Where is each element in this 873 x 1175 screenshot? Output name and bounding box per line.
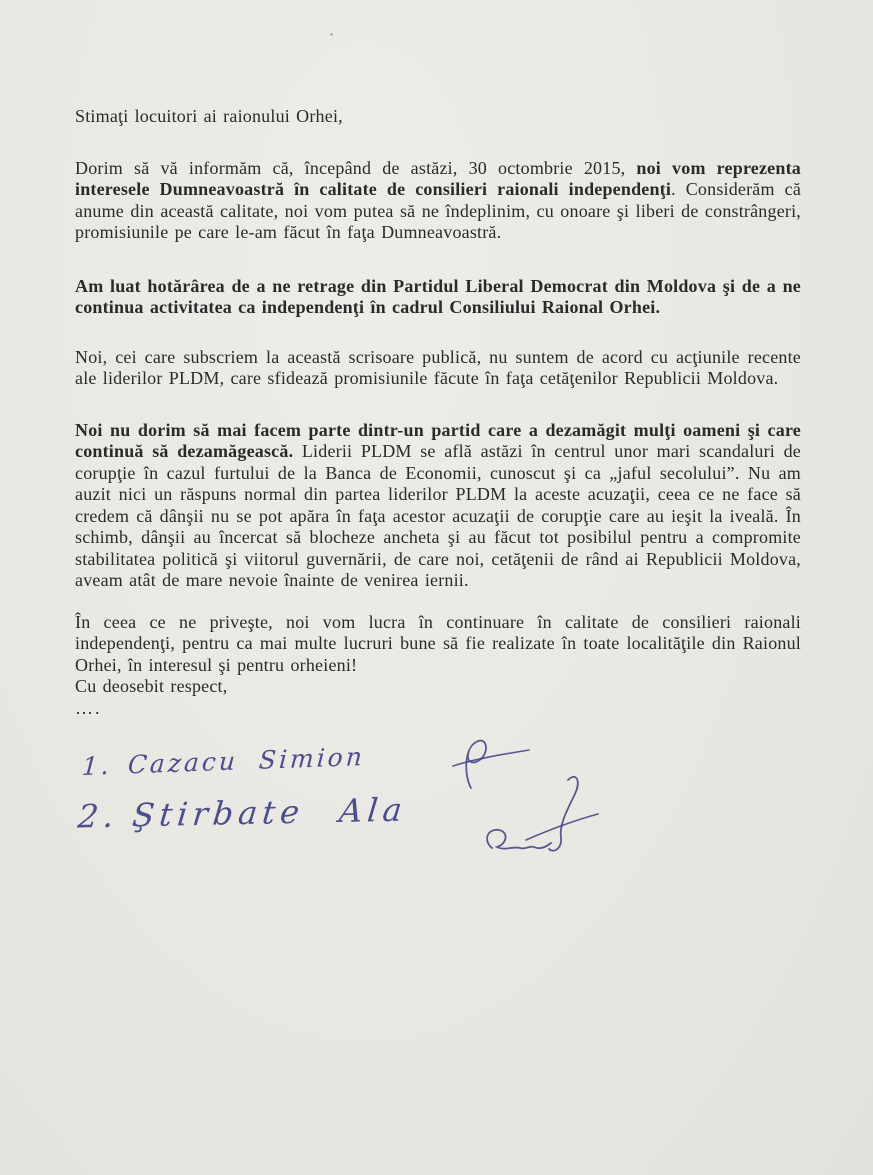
signature-1-name: Cazacu Simion <box>126 742 366 780</box>
closing: Cu deosebit respect, <box>75 676 228 696</box>
paragraph-1-bold: noi vom reprezenta interesele Dumneavoastră în calitate de consilieri raionali independenţi <box>75 157 801 199</box>
paragraph-1 <box>75 158 801 244</box>
signature-entry-1 <box>81 742 366 781</box>
paragraph-1-text-a: Dorim să vă informăm că, începând de astăzi, 30 octombrie 2015, <box>75 157 637 178</box>
ellipsis-dots: …. <box>75 697 102 718</box>
paragraph-4-bold: Noi nu dorim să mai facem parte dintr-un partid care a dezamăgit mulţi oameni şi care continuă să dezamăgească. <box>75 419 801 461</box>
paper-speck <box>330 33 333 36</box>
signature-1-number: 1. <box>81 750 113 781</box>
signature-2-autograph-icon <box>476 770 611 868</box>
paragraph-1-text-b: . Considerăm că anume din această calitate, noi vom putea să ne îndeplinim, cu onoare şi liberi de constrângeri, promisiunile pe care le-am făcut în faţa Dumneavoastră. <box>75 179 802 242</box>
letter-body <box>75 106 801 719</box>
signature-2-number: 2. <box>76 796 121 836</box>
paragraph-3: Noi, cei care subscriem la această scrisoare publică, nu suntem de acord cu acţiunile recente ale liderilor PLDM, care sfidează promisiunile făcute în faţa cetăţenilor Republicii Moldova. <box>75 346 801 388</box>
paragraph-4-text: Liderii PLDM se află astăzi în centrul unor mari scandaluri de corupţie în cazul furtului de la Banca de Economii, cunoscut şi ca „jaful secolului”. Nu am auzit nici un răspuns normal din partea liderilor PLDM la aceste acuzaţii, ceea ce ne face să credem că dânşii nu se pot apăra în faţa acestor acuzaţii de corupţie care au ieşit la iveală. În schimb, dânşii au încercat să blocheze ancheta şi au făcut tot posibilul pentru a compromite stabilitatea politică şi viitorul guvernării, de care noi, cetăţenii de rând ai Republicii Moldova, aveam atât de mare nevoie înainte de venirea iernii. <box>75 441 801 590</box>
paragraph-4 <box>75 420 801 592</box>
salutation: Stimaţi locuitori ai raionului Orhei, <box>75 106 343 126</box>
signature-2-name: Ştirbate Ala <box>130 790 409 835</box>
paragraph-2-bold: Am luat hotărârea de a ne retrage din Partidul Liberal Democrat din Moldova şi de a ne continua activitatea ca independenţi în cadrul Consiliului Raional Orhei. <box>75 275 801 317</box>
paragraph-5: În ceea ce ne priveşte, noi vom lucra în continuare în calitate de consilieri raionali independenţi, pentru ca mai multe lucruri bune să fie realizate în toate localităţile din Raionul Orhei, în interesul şi pentru orheieni! <box>75 611 801 675</box>
signature-entry-2 <box>76 791 409 836</box>
